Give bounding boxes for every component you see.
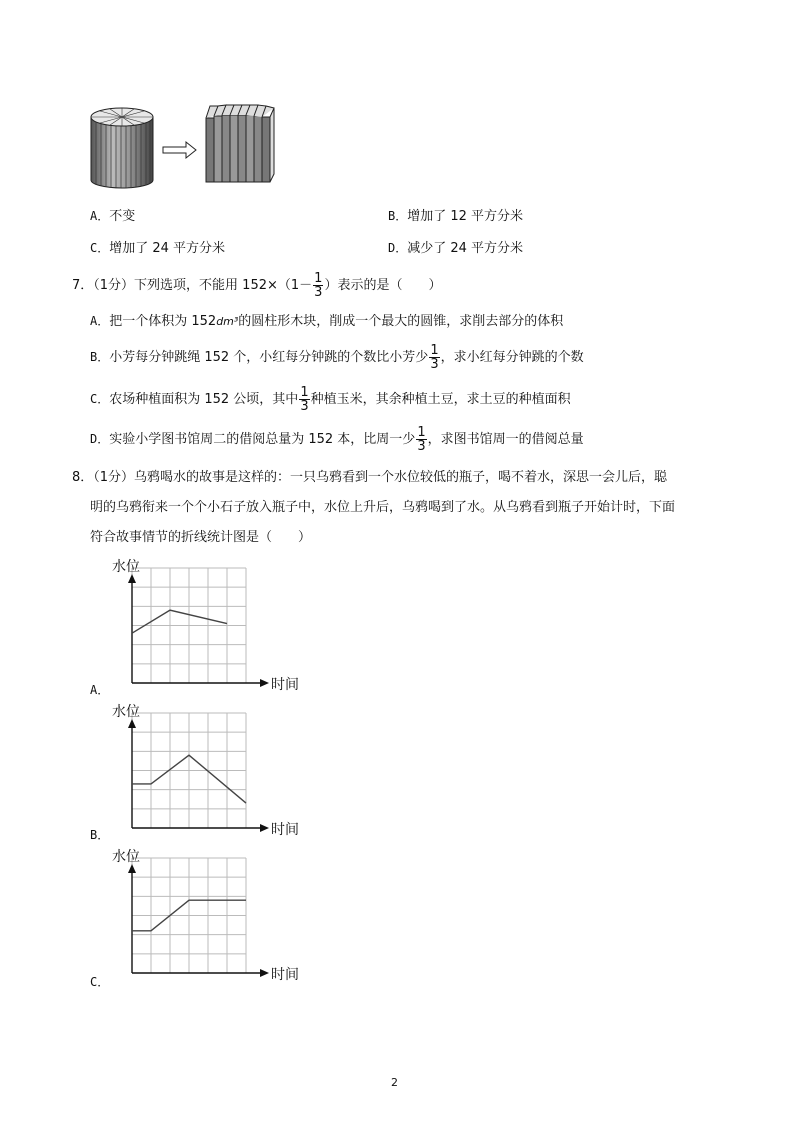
y-axis-arrow-icon <box>128 864 136 873</box>
option-label: C． <box>90 241 110 255</box>
q7-stem-pre: 7．（1分）下列选项，不能用 152×（1－ <box>72 278 313 293</box>
q6-option-d[interactable] <box>388 238 523 259</box>
fraction <box>416 426 426 453</box>
option-label: B． <box>90 350 110 364</box>
cylinder-shape <box>91 108 153 188</box>
x-axis-label: 时间 <box>271 677 299 693</box>
q6-option-a[interactable] <box>90 206 135 227</box>
option-text-pre: 实验小学图书馆周二的借阅总量为 152 本，比周一少 <box>109 432 416 447</box>
q7-stem <box>72 272 441 299</box>
fraction-numerator: 1 <box>314 271 323 286</box>
page-number: 2 <box>391 1076 398 1089</box>
q8-option-b-label[interactable]: B． <box>90 828 110 842</box>
q8-option-c-label[interactable]: C． <box>90 975 110 989</box>
q8-stem-line-3: 符合故事情节的折线统计图是（ ） <box>90 530 312 545</box>
q7-option-a[interactable] <box>90 311 563 332</box>
fraction <box>313 272 323 299</box>
y-axis-label: 水位 <box>112 849 140 865</box>
fraction <box>299 386 309 413</box>
right-arrow-icon <box>163 142 196 158</box>
series-line <box>132 610 227 633</box>
option-label: B． <box>388 209 408 223</box>
option-text: 减少了 24 平方分米 <box>407 241 524 256</box>
y-axis-arrow-icon <box>128 574 136 583</box>
option-text-pre: 小芳每分钟跳绳 152 个，小红每分钟跳的个数比小芳少 <box>109 350 429 365</box>
cylinder-cut-illustration <box>86 100 286 192</box>
option-text-pre: 农场种植面积为 152 公顷，其中 <box>109 392 299 407</box>
x-axis-label: 时间 <box>271 822 299 838</box>
option-label: D． <box>388 241 408 255</box>
option-text-pre: 把一个体积为 152 <box>109 314 217 329</box>
chart-option-c <box>100 845 310 990</box>
option-label: A． <box>90 209 110 223</box>
fraction-denominator: 3 <box>300 399 309 414</box>
unit: dm³ <box>216 315 239 328</box>
option-label: A． <box>90 314 110 328</box>
option-text: 不变 <box>109 209 136 224</box>
option-label: C． <box>90 392 110 406</box>
q7-stem-post: ）表示的是（ ） <box>324 278 442 293</box>
q8-stem-line-1: 8．（1分）乌鸦喝水的故事是这样的：一只乌鸦看到一个水位较低的瓶子，喝不着水，深思一会儿后，聪 <box>72 470 668 485</box>
chart-option-a <box>100 555 310 700</box>
option-label: D． <box>90 432 110 446</box>
x-axis-label: 时间 <box>271 967 299 983</box>
x-axis-arrow-icon <box>260 824 269 832</box>
q6-option-c[interactable] <box>90 238 225 259</box>
option-text-post: ，求小红每分钟跳的个数 <box>440 350 584 365</box>
q7-option-c[interactable] <box>90 386 571 413</box>
q8-stem-line-2: 明的乌鸦衔来一个个小石子放入瓶子中，水位上升后，乌鸦喝到了水。从乌鸦看到瓶子开始计时，下面 <box>90 500 676 515</box>
x-axis-arrow-icon <box>260 969 269 977</box>
option-text: 增加了 24 平方分米 <box>109 241 226 256</box>
q8-option-a-label[interactable]: A． <box>90 683 110 697</box>
y-axis-arrow-icon <box>128 719 136 728</box>
fraction <box>429 344 439 371</box>
y-axis-label: 水位 <box>112 559 140 575</box>
sliced-pieces-shape <box>206 105 274 182</box>
option-text-post: ，求图书馆周一的借阅总量 <box>427 432 584 447</box>
y-axis-label: 水位 <box>112 704 140 720</box>
option-text: 增加了 12 平方分米 <box>407 209 524 224</box>
option-text-post: 的圆柱形木块，削成一个最大的圆锥，求削去部分的体积 <box>238 314 564 329</box>
q6-option-b[interactable] <box>388 206 523 227</box>
option-text-post: 种植玉米，其余种植土豆，求土豆的种植面积 <box>310 392 571 407</box>
fraction-denominator: 3 <box>430 357 439 372</box>
fraction-denominator: 3 <box>314 285 323 300</box>
q7-option-b[interactable] <box>90 344 584 371</box>
fraction-numerator: 1 <box>417 425 426 440</box>
fraction-denominator: 3 <box>417 439 426 454</box>
fraction-numerator: 1 <box>300 385 309 400</box>
x-axis-arrow-icon <box>260 679 269 687</box>
fraction-numerator: 1 <box>430 343 439 358</box>
chart-option-b <box>100 700 310 845</box>
q7-option-d[interactable] <box>90 426 584 453</box>
